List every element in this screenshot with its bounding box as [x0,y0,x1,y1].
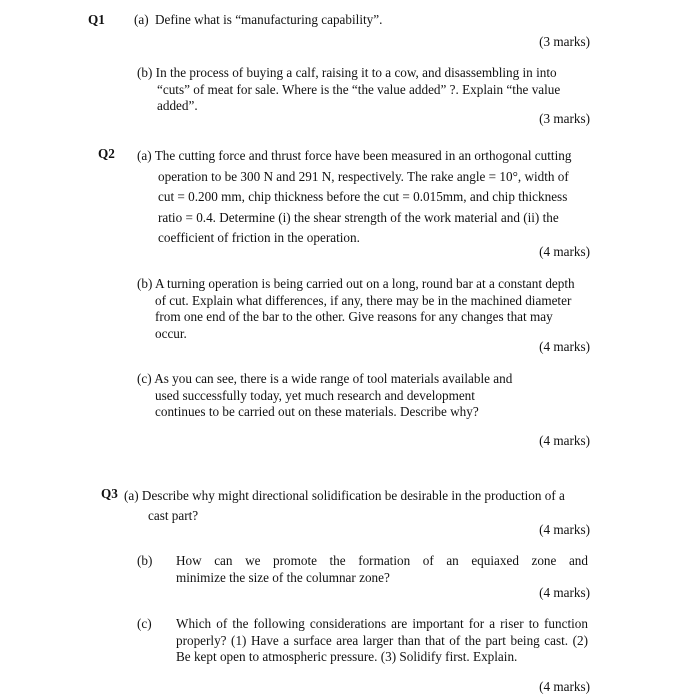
q3b-line: How can we promote the formation of an equiaxed zone and [176,553,588,568]
q3b-text [176,553,588,586]
q2-number: Q2 [98,146,115,161]
q1a-label: (a) [134,12,149,27]
q1a-text: Define what is “manufacturing capability”. [155,12,383,27]
q2c-line: continues to be carried out on these materials. Describe why? [155,404,479,419]
q2a-line: operation to be 300 N and 291 N, respectively. The rake angle = 10°, width of [158,168,569,184]
q2c-line: (c) As you can see, there is a wide range of tool materials available and [137,371,513,386]
q2a-line: coefficient of friction in the operation. [158,230,360,245]
q3c-label: (c) [137,616,152,631]
q2b-line: from one end of the bar to the other. Give reasons for any changes that may [155,309,553,324]
q1b-line: (b) In the process of buying a calf, raising it to a cow, and disassembling in into [137,65,557,80]
q3a-marks: (4 marks) [539,522,590,537]
q3a-line: cast part? [148,508,199,523]
q1b-marks: (3 marks) [539,111,590,126]
q2b-line: (b) A turning operation is being carried out on a long, round bar at a constant depth [137,276,575,291]
q2c-marks: (4 marks) [539,433,590,448]
q3b-label: (b) [137,553,153,568]
q2c-text [137,371,512,421]
q3a-text [124,486,565,526]
q3c-marks: (4 marks) [539,679,590,694]
q3c-line: properly? (1) Have a surface area larger than that of the part being cast. (2) [176,632,588,648]
q1-number: Q1 [88,12,105,27]
q2b-text [137,276,575,342]
q2c-line: used successfully today, yet much research and development [155,387,475,403]
q1a-marks: (3 marks) [539,34,590,49]
q2a-line: (a) The cutting force and thrust force have been measured in an orthogonal cutting [137,148,572,163]
q2a-line: ratio = 0.4. Determine (i) the shear strength of the work material and (ii) the [158,209,559,225]
q2b-marks: (4 marks) [539,339,590,354]
q1b-line: added”. [157,98,198,113]
q3b-line: minimize the size of the columnar zone? [176,569,390,585]
q3c-text [176,616,588,666]
q3-number: Q3 [101,486,118,501]
q2a-text [137,146,571,249]
q3c-line: Be kept open to atmospheric pressure. (3) Solidify first. Explain. [176,649,518,664]
q3c-line: Which of the following considerations are important for a riser to function [176,616,588,631]
q3a-line: (a) Describe why might directional solidification be desirable in the production of a [124,488,565,503]
q1b-text [137,65,560,115]
q2b-line: occur. [155,325,187,341]
q2a-line: cut = 0.200 mm, chip thickness before the cut = 0.015mm, and chip thickness [158,189,568,204]
q3b-marks: (4 marks) [539,585,590,600]
q2b-line: of cut. Explain what differences, if any, there may be in the machined diameter [155,292,572,308]
q2a-marks: (4 marks) [539,244,590,259]
q1b-line: “cuts” of meat for sale. Where is the “the value added” ?. Explain “the value [157,81,561,97]
